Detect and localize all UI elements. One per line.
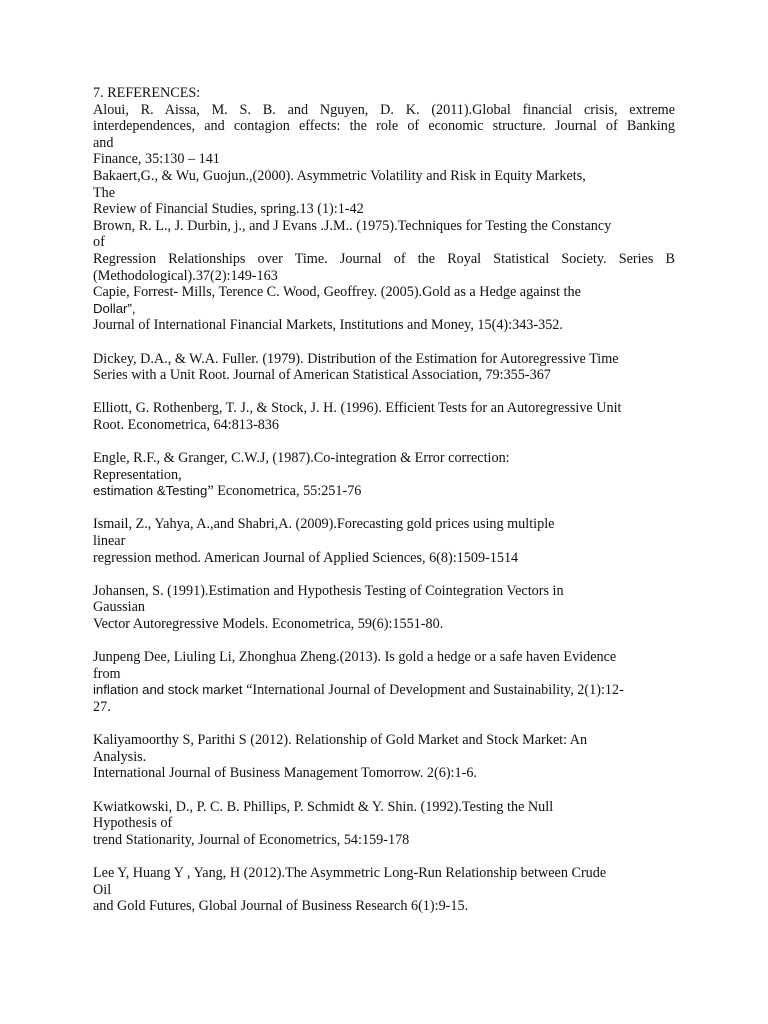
reference-line: Regression Relationships over Time. Journal of the Royal Statistical Society. Series B: [93, 250, 675, 267]
reference-line: 27.: [93, 698, 111, 715]
reference-line: of: [93, 234, 105, 251]
reference-capie-2005: [93, 284, 675, 334]
reference-line: Hypothesis of: [93, 815, 173, 832]
reference-line: Elliott, G. Rothenberg, T. J., & Stock, J. H. (1996). Efficient Tests for an Autoregressive Unit: [93, 400, 622, 417]
reference-kaliyamoorthy-2012: [93, 732, 675, 782]
reference-johansen-1991: [93, 583, 675, 633]
reference-line: trend Stationarity, Journal of Econometrics, 54:159-178: [93, 831, 410, 848]
reference-line: Lee Y, Huang Y , Yang, H (2012).The Asymmetric Long-Run Relationship between Crude: [93, 864, 607, 881]
reference-line: Journal of International Financial Markets, Institutions and Money, 15(4):343-352.: [93, 317, 563, 334]
reference-line: Johansen, S. (1991).Estimation and Hypothesis Testing of Cointegration Vectors in: [93, 582, 564, 599]
reference-aloui-2011: [93, 102, 675, 168]
spacer: [93, 384, 675, 401]
reference-line: Capie, Forrest- Mills, Terence C. Wood, Geoffrey. (2005).Gold as a Hedge against the: [93, 284, 581, 301]
reference-line: Kwiatkowski, D., P. C. B. Phillips, P. Schmidt & Y. Shin. (1992).Testing the Null: [93, 798, 554, 815]
reference-line: Dollar”,: [93, 300, 136, 316]
reference-line: [93, 483, 675, 500]
reference-line: Series with a Unit Root. Journal of American Statistical Association, 79:355-367: [93, 367, 551, 384]
reference-line: [93, 682, 675, 699]
spacer: [93, 848, 675, 865]
references-section: [93, 85, 675, 915]
reference-fragment: inflation and stock market: [93, 682, 243, 698]
reference-line: Review of Financial Studies, spring.13 (1):1-42: [93, 201, 364, 218]
reference-line: Representation,: [93, 466, 182, 483]
reference-line: The: [93, 184, 116, 201]
reference-line: Analysis.: [93, 748, 147, 765]
reference-line: from: [93, 665, 121, 682]
reference-line: Bakaert,G., & Wu, Guojun.,(2000). Asymmetric Volatility and Risk in Equity Markets,: [93, 167, 586, 184]
reference-line: linear: [93, 533, 126, 550]
reference-line: Junpeng Dee, Liuling Li, Zhonghua Zheng.(2013). Is gold a hedge or a safe haven Evidence: [93, 649, 617, 666]
reference-junpeng-2013: [93, 649, 675, 715]
reference-line: (Methodological).37(2):149-163: [93, 267, 278, 284]
spacer: [93, 633, 675, 650]
spacer: [93, 716, 675, 733]
spacer: [93, 334, 675, 351]
reference-line: and Gold Futures, Global Journal of Business Research 6(1):9-15.: [93, 898, 469, 915]
reference-line: regression method. American Journal of Applied Sciences, 6(8):1509-1514: [93, 549, 519, 566]
reference-line: Dickey, D.A., & W.A. Fuller. (1979). Distribution of the Estimation for Autoregressive Time: [93, 350, 619, 367]
reference-line: Aloui, R. Aissa, M. S. B. and Nguyen, D. K. (2011).Global financial crisis, extreme: [93, 101, 675, 118]
reference-line: Gaussian: [93, 599, 146, 616]
reference-line: International Journal of Business Management Tomorrow. 2(6):1-6.: [93, 765, 477, 782]
reference-kwiatkowski-1992: [93, 799, 675, 849]
reference-line: Finance, 35:130 – 141: [93, 151, 220, 168]
reference-line: and: [93, 134, 114, 151]
spacer: [93, 500, 675, 517]
reference-line: Vector Autoregressive Models. Econometrica, 59(6):1551-80.: [93, 616, 444, 632]
reference-elliott-1996: [93, 400, 675, 433]
reference-engle-1987: [93, 450, 675, 500]
reference-lee-2012: [93, 865, 675, 915]
reference-line: Root. Econometrica, 64:813-836: [93, 416, 279, 433]
section-heading: 7. REFERENCES:: [93, 85, 201, 101]
spacer: [93, 782, 675, 799]
reference-brown-1975: [93, 218, 675, 284]
reference-line: Brown, R. L., J. Durbin, j., and J Evans .J.M.. (1975).Techniques for Testing the Constancy: [93, 217, 612, 234]
reference-fragment: “International Journal of Development and Sustainability, 2(1):12-: [242, 682, 624, 699]
reference-bakaert-2000: [93, 168, 675, 218]
reference-dickey-1979: [93, 351, 675, 384]
spacer: [93, 566, 675, 583]
reference-ismail-2009: [93, 516, 675, 566]
reference-line: Kaliyamoorthy S, Parithi S (2012). Relationship of Gold Market and Stock Market: An: [93, 732, 588, 749]
spacer: [93, 433, 675, 450]
reference-line: Engle, R.F., & Granger, C.W.J, (1987).Co-integration & Error correction:: [93, 450, 510, 467]
reference-line: interdependences, and contagion effects: the role of economic structure. Journal of Banking: [93, 118, 675, 135]
reference-fragment: ” Econometrica, 55:251-76: [207, 483, 362, 500]
reference-line: Oil: [93, 881, 112, 898]
reference-fragment: estimation &Testing: [93, 483, 208, 499]
reference-line: Ismail, Z., Yahya, A.,and Shabri,A. (2009).Forecasting gold prices using multiple: [93, 516, 555, 533]
